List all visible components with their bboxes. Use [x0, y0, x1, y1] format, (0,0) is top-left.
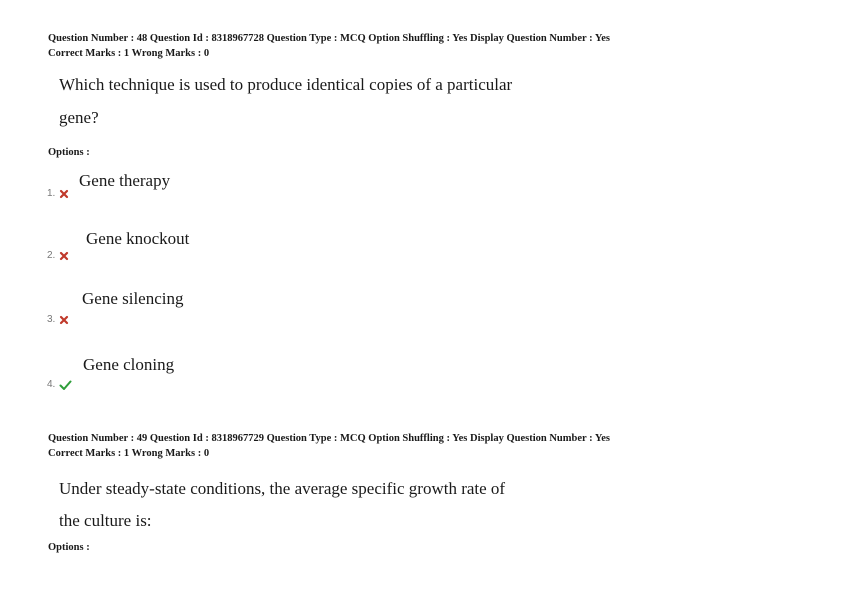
question-49-text-line2: the culture is: [59, 511, 152, 530]
option-4-number: 4. [47, 379, 56, 390]
question-48-options-label: Options : [48, 147, 90, 158]
option-1-number: 1. [47, 188, 56, 199]
option-3-number: 3. [47, 314, 56, 325]
option-3-text: Gene silencing [82, 289, 184, 308]
option-4-text: Gene cloning [83, 355, 175, 374]
question-49-header: Question Number : 49 Question Id : 8318967729 Question Type : MCQ Option Shuffling : Yes Display Question Number : Yes [48, 433, 611, 444]
option-2-number: 2. [47, 250, 56, 261]
question-49-options-label: Options : [48, 542, 90, 553]
cross-icon [59, 189, 69, 199]
check-icon [59, 380, 72, 390]
option-2-text: Gene knockout [86, 229, 190, 248]
option-4-marker [47, 379, 72, 391]
cross-icon [59, 251, 69, 261]
option-3-marker [47, 314, 69, 326]
question-49-marks: Correct Marks : 1 Wrong Marks : 0 [48, 448, 210, 459]
option-2-marker [47, 250, 69, 262]
option-1-marker [47, 188, 69, 200]
option-1-text: Gene therapy [79, 171, 171, 190]
question-48-marks: Correct Marks : 1 Wrong Marks : 0 [48, 48, 210, 59]
question-48-text-line1: Which technique is used to produce identical copies of a particular [59, 75, 513, 94]
question-48-header: Question Number : 48 Question Id : 8318967728 Question Type : MCQ Option Shuffling : Yes Display Question Number : Yes [48, 33, 611, 44]
question-49-text-line1: Under steady-state conditions, the average specific growth rate of [59, 479, 506, 498]
question-48-text-line2: gene? [59, 108, 99, 127]
cross-icon [59, 315, 69, 325]
